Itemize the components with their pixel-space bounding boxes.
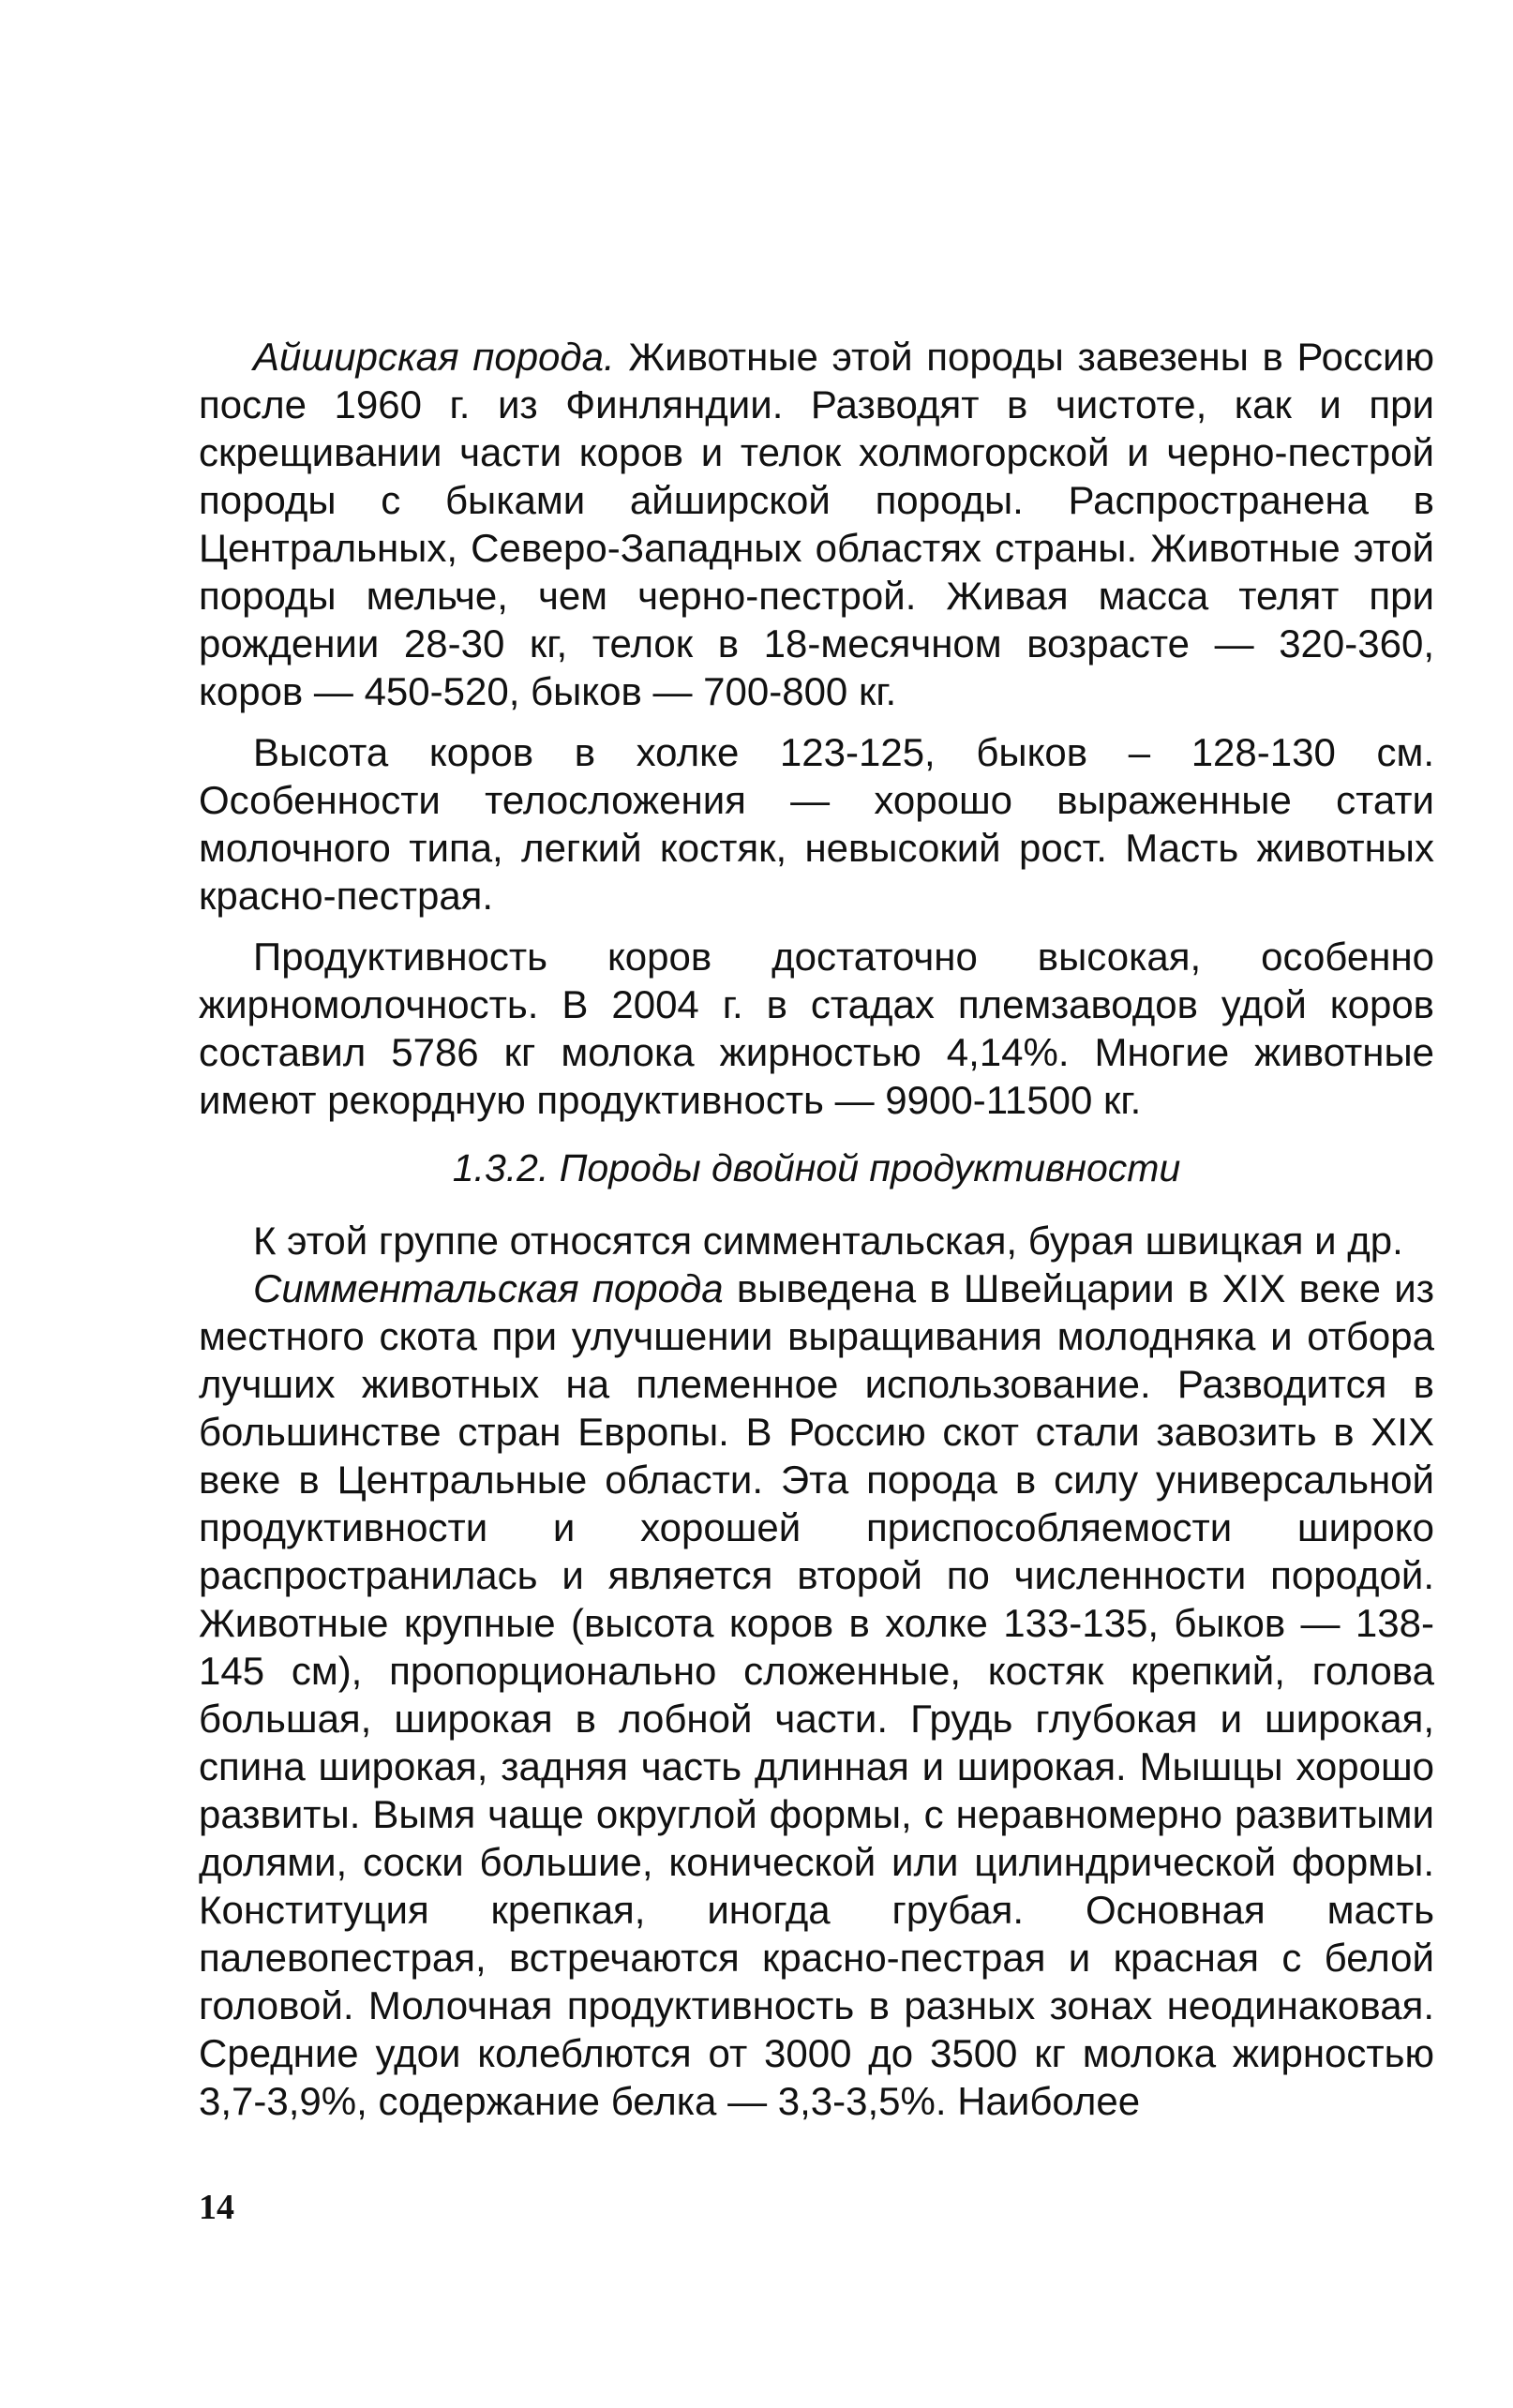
paragraph-text: выведена в Швейцарии в XIX веке из местного скота при улучшении выращивания молодняка и отбора лучших животных на племенное использование. Разводится в большинстве стран Европы. В Россию скот стали завозить в XIX веке в Центральные области. Эта порода в силу универсальной продуктивности и хорошей приспособляемости широко распространилась и является второй по численности породой. Животные крупные (высота коров в холке 133-135, быков — 138-145 см), пропорционально сложенные, костяк крепкий, голова большая, широкая в лобной части. Грудь глубокая и широкая, спина широкая, задняя часть длинная и широкая. Мышцы хорошо развиты. Вымя чаще округлой формы, с неравномерно развитыми долями, соски большие, конической или цилиндрической формы. Конституция крепкая, иногда грубая. Основная масть палевопестрая, встречаются красно-пестрая и красная с белой головой. Молочная продуктивность в разных зонах неодинаковая. Средние удои колеблются от 3000 до 3500 кг молока жирностью 3,7-3,9%, содержание белка — 3,3-3,5%. Наиболее xyxy=(199,1266,1434,2123)
paragraph-ayrshire-productivity xyxy=(199,933,1434,1124)
paragraph-ayrshire-height xyxy=(199,728,1434,920)
breed-name-ayrshire: Айширская порода. xyxy=(253,335,615,379)
paragraph-text: Высота коров в холке 123-125, быков – 128-130 см. Особенности телосложения — хорошо выраженные стати молочного типа, легкий костяк, невысокий рост. Масть животных красно-пестрая. xyxy=(199,730,1434,918)
paragraph-ayrshire-intro xyxy=(199,333,1434,715)
paragraph-simmental xyxy=(199,1264,1434,2125)
paragraph-group-intro xyxy=(199,1217,1434,1264)
paragraph-text: Животные этой породы завезены в Россию после 1960 г. из Финляндии. Разводят в чистоте, как и при скрещивании части коров и телок холмогорской и черно-пестрой породы с быками айширской породы. Распространена в Центральных, Северо-Западных областях страны. Животные этой породы мельче, чем черно-пестрой. Живая масса телят при рождении 28-30 кг, телок в 18-месячном возрасте — 320-360, коров — 450-520, быков — 700-800 кг. xyxy=(199,335,1434,713)
section-heading: 1.3.2. Породы двойной продуктивности xyxy=(452,1146,1181,1189)
page-number: 14 xyxy=(199,2188,234,2227)
page-body xyxy=(199,333,1434,2138)
paragraph-text: К этой группе относятся симментальская, бурая швицкая и др. xyxy=(253,1219,1403,1263)
paragraph-text: Продуктивность коров достаточно высокая, особенно жирномолочность. В 2004 г. в стадах племзаводов удой коров составил 5786 кг молока жирностью 4,14%. Многие животные имеют рекордную продуктивность — 9900-11500 кг. xyxy=(199,935,1434,1122)
breed-name-simmental: Симментальская порода xyxy=(253,1266,724,1310)
